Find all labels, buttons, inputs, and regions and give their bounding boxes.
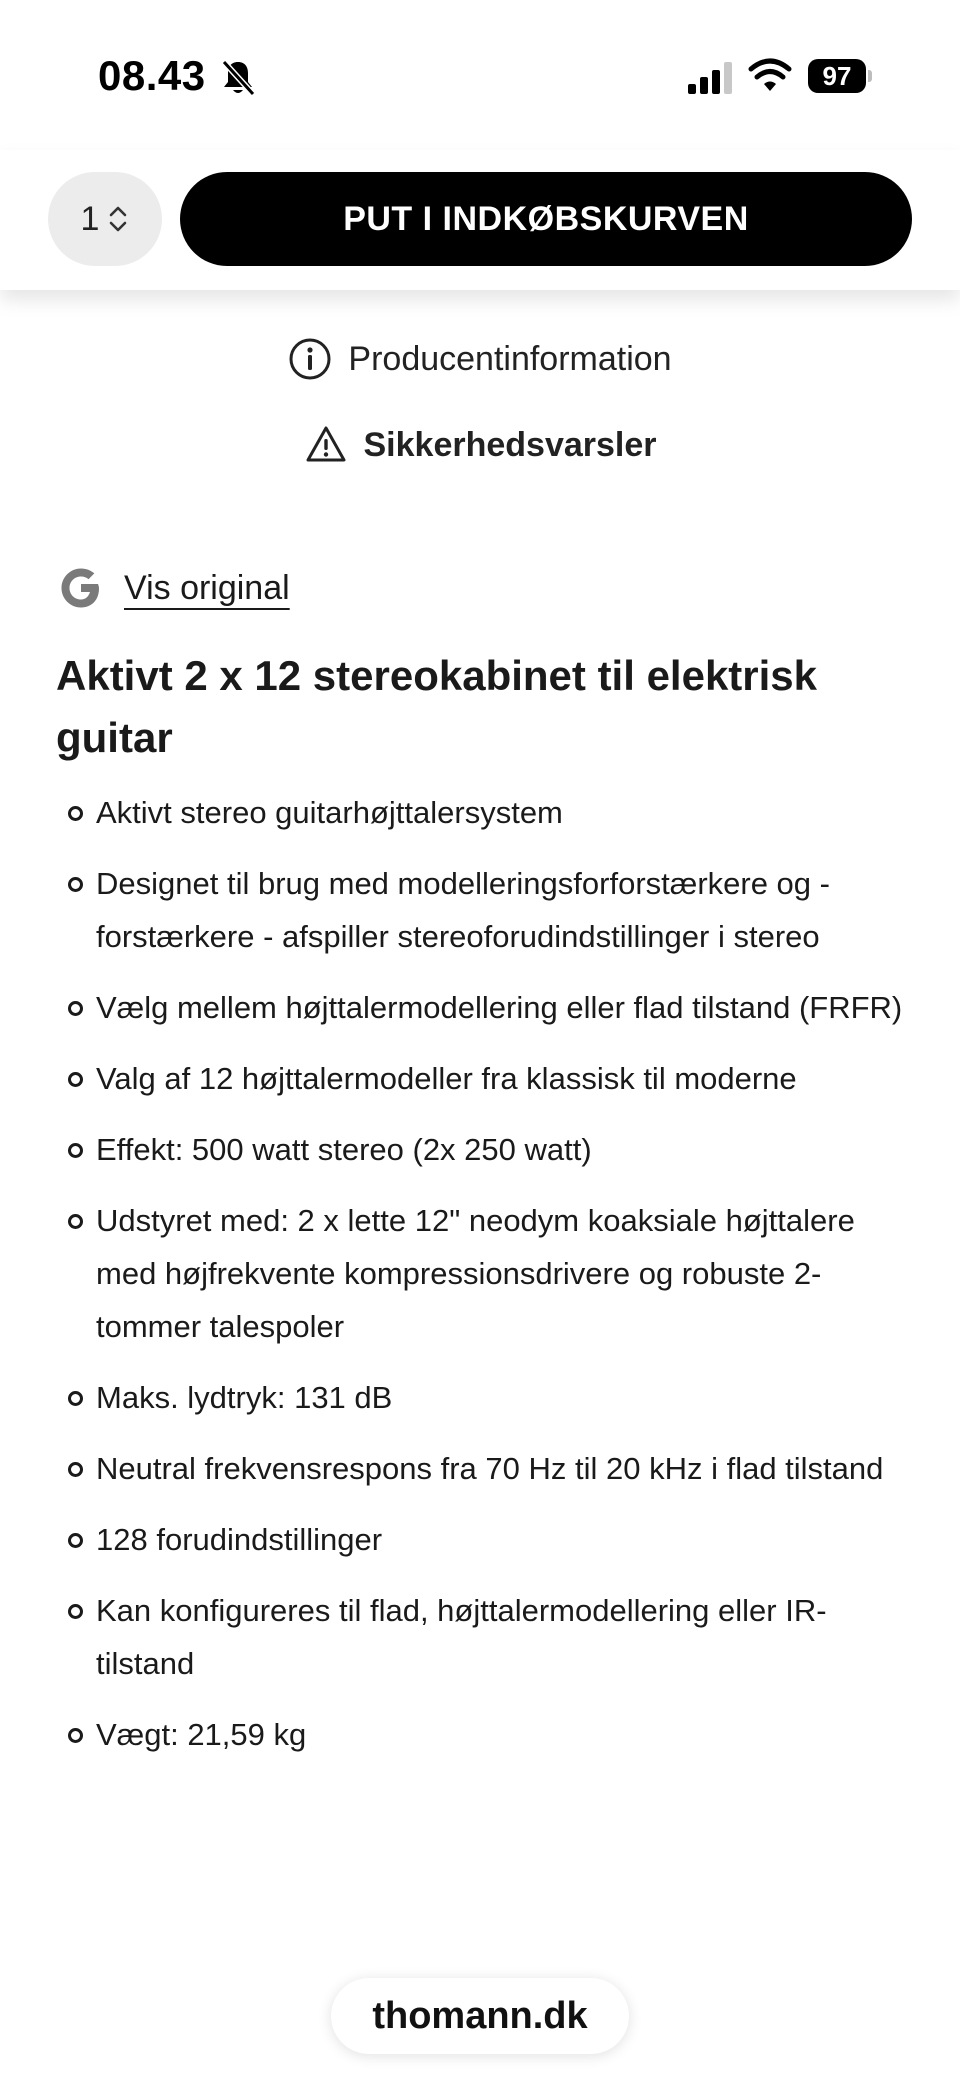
- warning-icon: [304, 423, 348, 467]
- chevron-up-down-icon: [107, 202, 129, 236]
- cellular-signal-icon: [688, 62, 736, 94]
- safety-warnings-link[interactable]: [0, 420, 960, 470]
- google-logo-icon: [56, 563, 106, 613]
- battery-tip: [868, 70, 872, 82]
- add-to-cart-bar: [0, 150, 960, 290]
- translation-bar: [56, 562, 290, 614]
- product-heading: Aktivt 2 x 12 stereokabinet til elektrisk guitar: [56, 652, 818, 761]
- list-item: Maks. lydtryk: 131 dB: [56, 1371, 916, 1424]
- status-bar: [0, 0, 960, 150]
- safety-warnings-label: Sikkerhedsvarsler: [363, 425, 657, 464]
- wifi-icon: [748, 58, 792, 94]
- info-icon: [288, 337, 332, 381]
- list-item: Valg af 12 højttalermodeller fra klassisk til moderne: [56, 1052, 916, 1105]
- list-item: Vælg mellem højttalermodellering eller flad tilstand (FRFR): [56, 981, 916, 1034]
- list-item: Effekt: 500 watt stereo (2x 250 watt): [56, 1123, 916, 1176]
- list-item: Kan konfigureres til flad, højttalermodellering eller IR-tilstand: [56, 1584, 916, 1690]
- browser-url-bar[interactable]: thomann.dk: [331, 1978, 629, 2054]
- producer-info-link[interactable]: [0, 334, 960, 384]
- add-to-cart-button[interactable]: PUT I INDKØBSKURVEN: [180, 172, 912, 266]
- view-original-link[interactable]: Vis original: [124, 568, 290, 607]
- list-item: Neutral frekvensrespons fra 70 Hz til 20 kHz i flad tilstand: [56, 1442, 916, 1495]
- bell-slash-icon: [220, 58, 256, 98]
- list-item: Aktivt stereo guitarhøjttalersystem: [56, 786, 916, 839]
- features-list: [56, 786, 916, 1779]
- producer-info-label: Producentinformation: [348, 339, 672, 378]
- status-time: 08.43: [98, 52, 206, 99]
- quantity-value: 1: [80, 199, 100, 238]
- list-item: Designet til brug med modelleringsforforstærkere og -forstærkere - afspiller stereoforudindstillinger i stereo: [56, 857, 916, 963]
- list-item: Vægt: 21,59 kg: [56, 1708, 916, 1761]
- list-item: Udstyret med: 2 x lette 12" neodym koaksiale højttalere med højfrekvente kompressionsdrivere og robuste 2-tommer talespoler: [56, 1194, 916, 1353]
- battery-indicator: [808, 59, 870, 93]
- list-item: 128 forudindstillinger: [56, 1513, 916, 1566]
- battery-level: 97: [808, 59, 866, 93]
- quantity-stepper[interactable]: [48, 172, 162, 266]
